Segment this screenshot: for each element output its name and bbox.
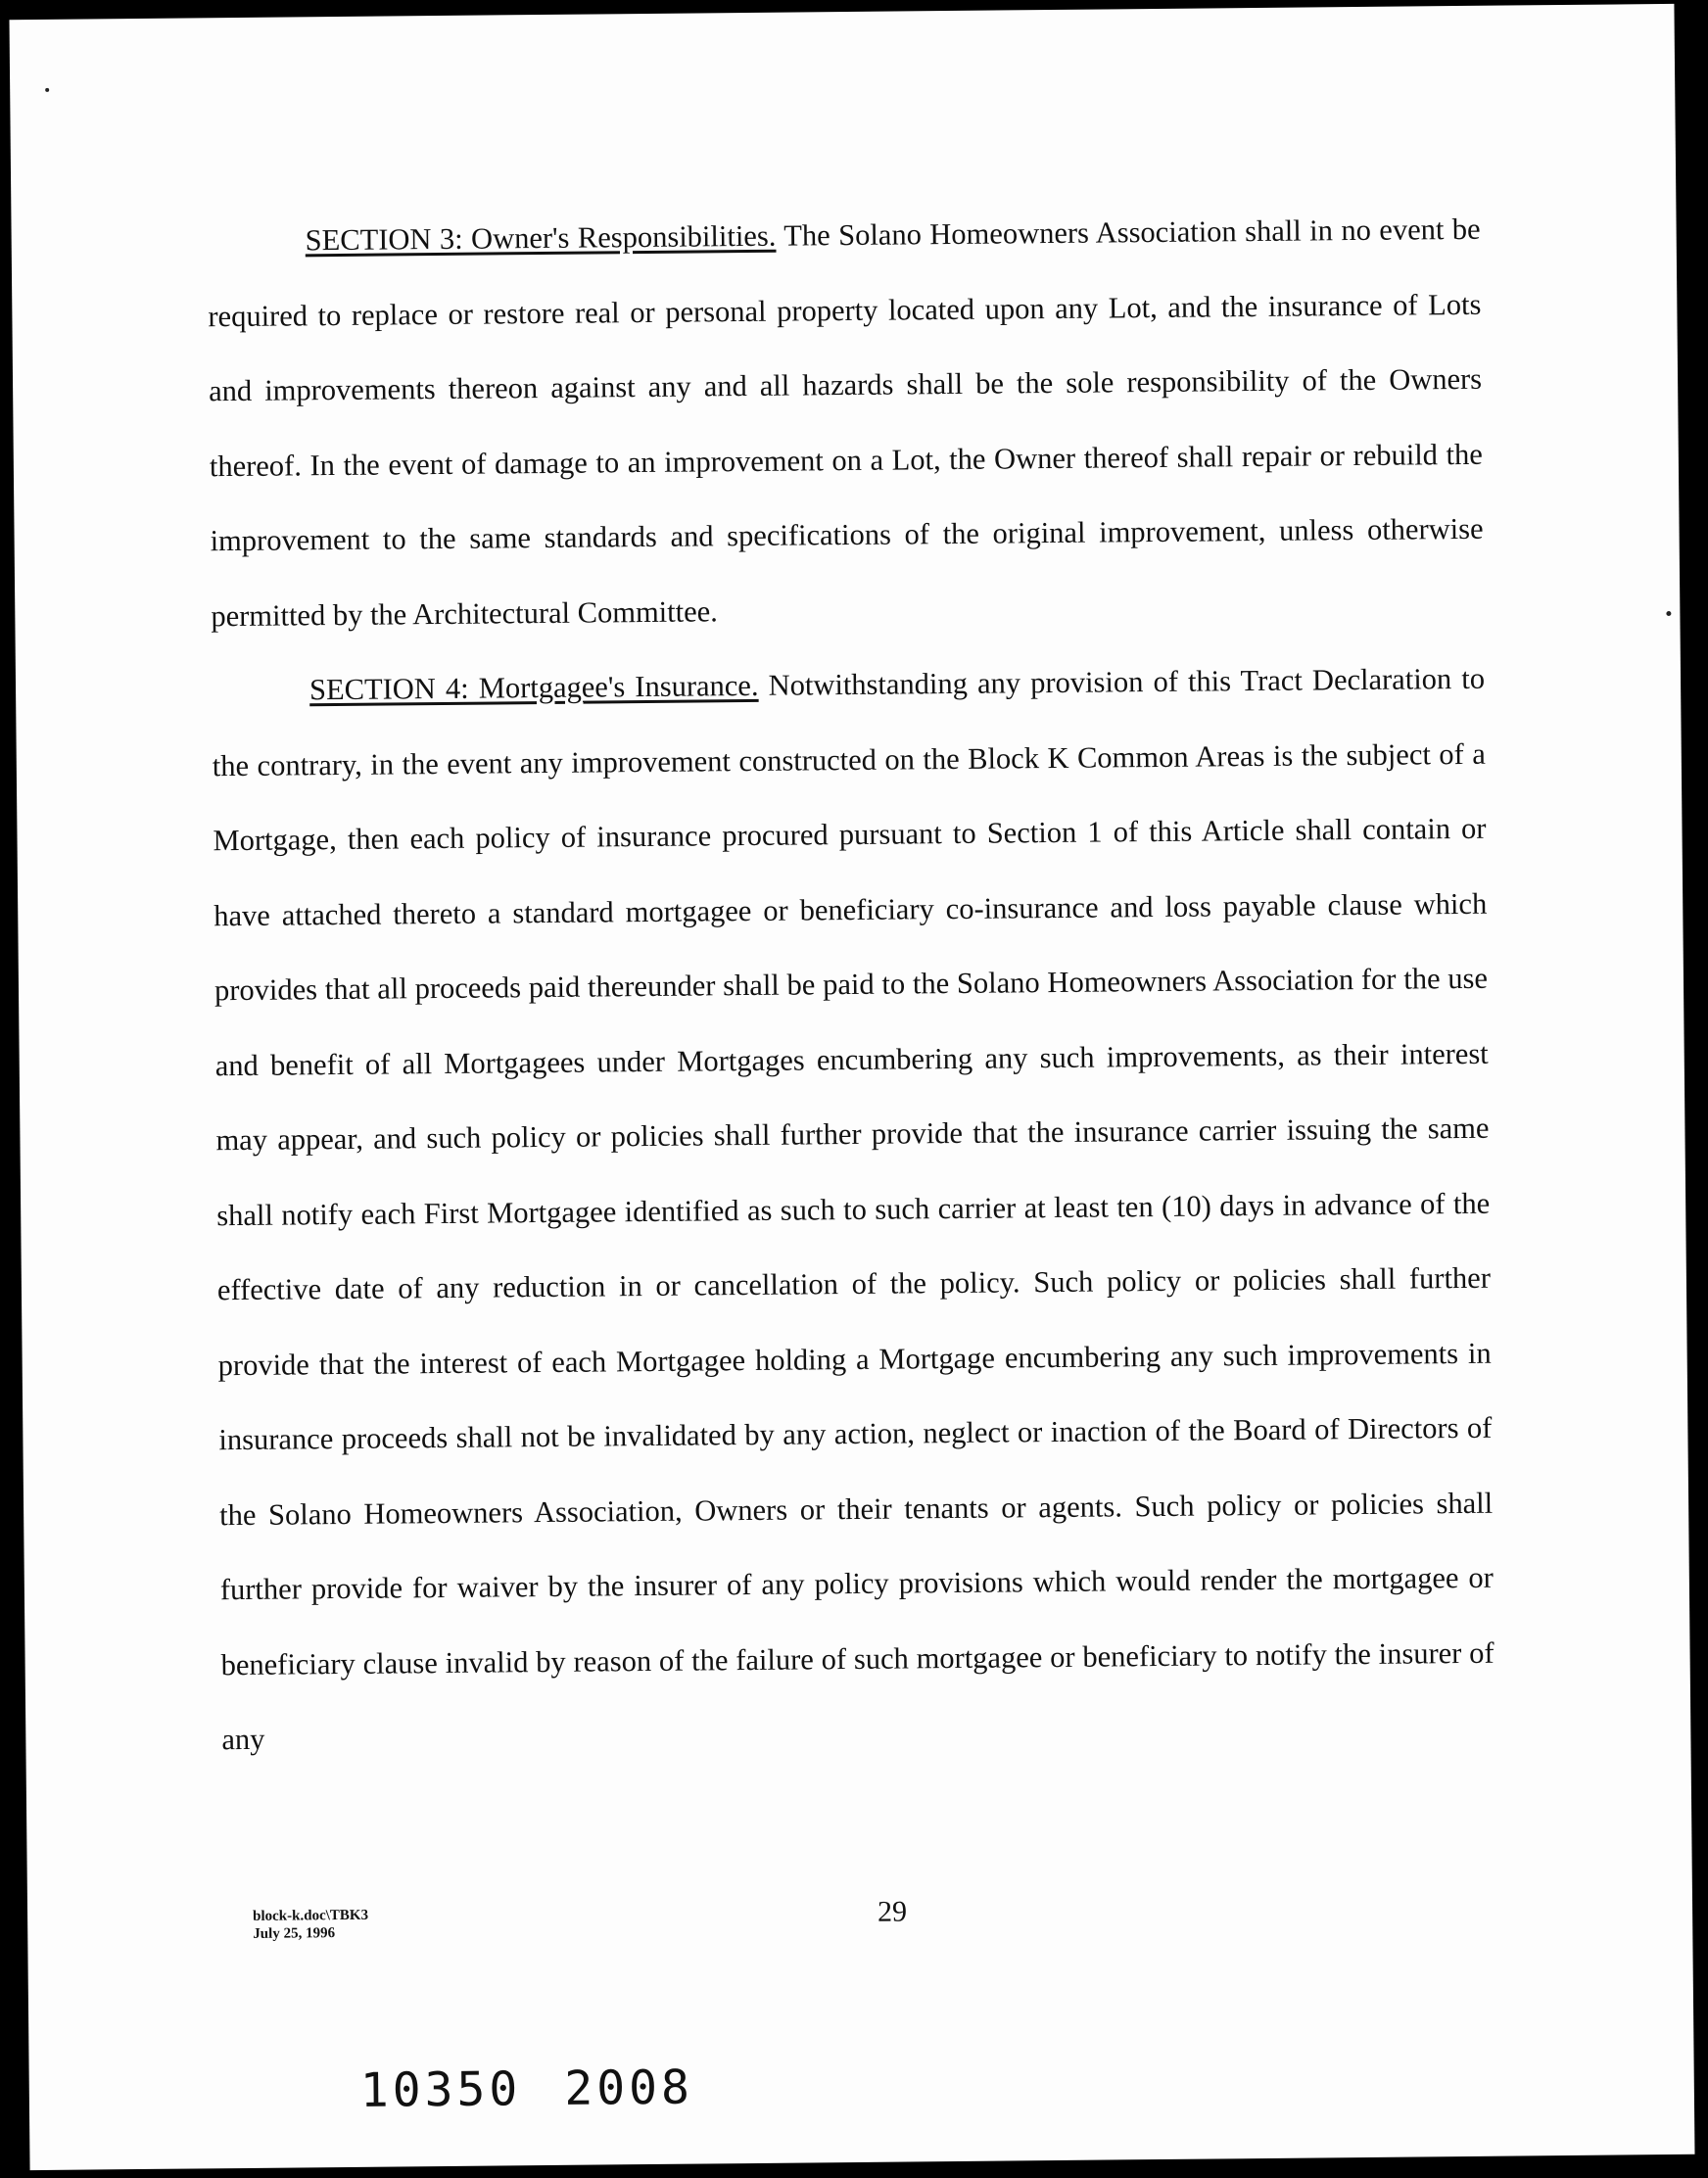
document-body xyxy=(207,192,1494,1777)
footer-file-info xyxy=(253,1907,368,1943)
section-4-text: Notwithstanding any provision of this Tract Declaration to the contrary, in the event any improvement constructed on the Block K Common Areas is the subject of a Mortgage, then each policy of insurance procured pursuant to Section 1 of this Article shall contain or have attached thereto a standard mortgagee or beneficiary co-insurance and loss payable clause which provides that all proceeds paid thereunder shall be paid to the Solano Homeowners Association for the use and benefit of all Mortgagees under Mortgages encumbering any such improvements, as their interest may appear, and such policy or policies shall further provide that the insurance carrier issuing the same shall notify each First Mortgagee identified as such to such carrier at least ten (10) days in advance of the effective date of any reduction in or cancellation of the policy. Such policy or policies shall further provide that the interest of each Mortgagee holding a Mortgage encumbering any such improvements in insurance proceeds shall not be invalidated by any action, neglect or inaction of the Board of Directors of the Solano Homeowners Association, Owners or their tenants or agents. Such policy or policies shall further provide for waiver by the insurer of any policy provisions which would render the mortgagee or beneficiary clause invalid by reason of the failure of such mortgagee or beneficiary to notify the insurer of any xyxy=(212,661,1494,1757)
section-4-heading: SECTION 4: Mortgagee's Insurance. xyxy=(308,668,759,707)
footer-file-ref: block-k.doc\TBK3 xyxy=(253,1907,369,1924)
footer-date: July 25, 1996 xyxy=(253,1925,336,1942)
document-page xyxy=(9,4,1694,2170)
section-3-heading: SECTION 3: Owner's Responsibilities. xyxy=(305,218,777,258)
bates-number xyxy=(360,2060,694,2118)
bates-number-part-1: 10350 xyxy=(359,2061,522,2118)
bates-number-part-2: 2008 xyxy=(564,2060,694,2116)
section-4-paragraph xyxy=(212,641,1495,1777)
scan-speck xyxy=(1666,611,1671,616)
scan-speck xyxy=(45,88,49,92)
section-3-text: The Solano Homeowners Association shall in no event be required to replace or restore real or personal property located upon any Lot, and the insurance of Lots and improvements thereon against any and all hazards shall be the sole responsibility of the Owners thereof. In the event of damage to an improvement on a Lot, the Owner thereof shall repair or rebuild the improvement to the same standards and specifications of the original improvement, unless otherwise permitted by the Architectural Committee. xyxy=(208,212,1484,633)
section-3-paragraph xyxy=(207,192,1484,653)
page-number: 29 xyxy=(877,1895,908,1928)
